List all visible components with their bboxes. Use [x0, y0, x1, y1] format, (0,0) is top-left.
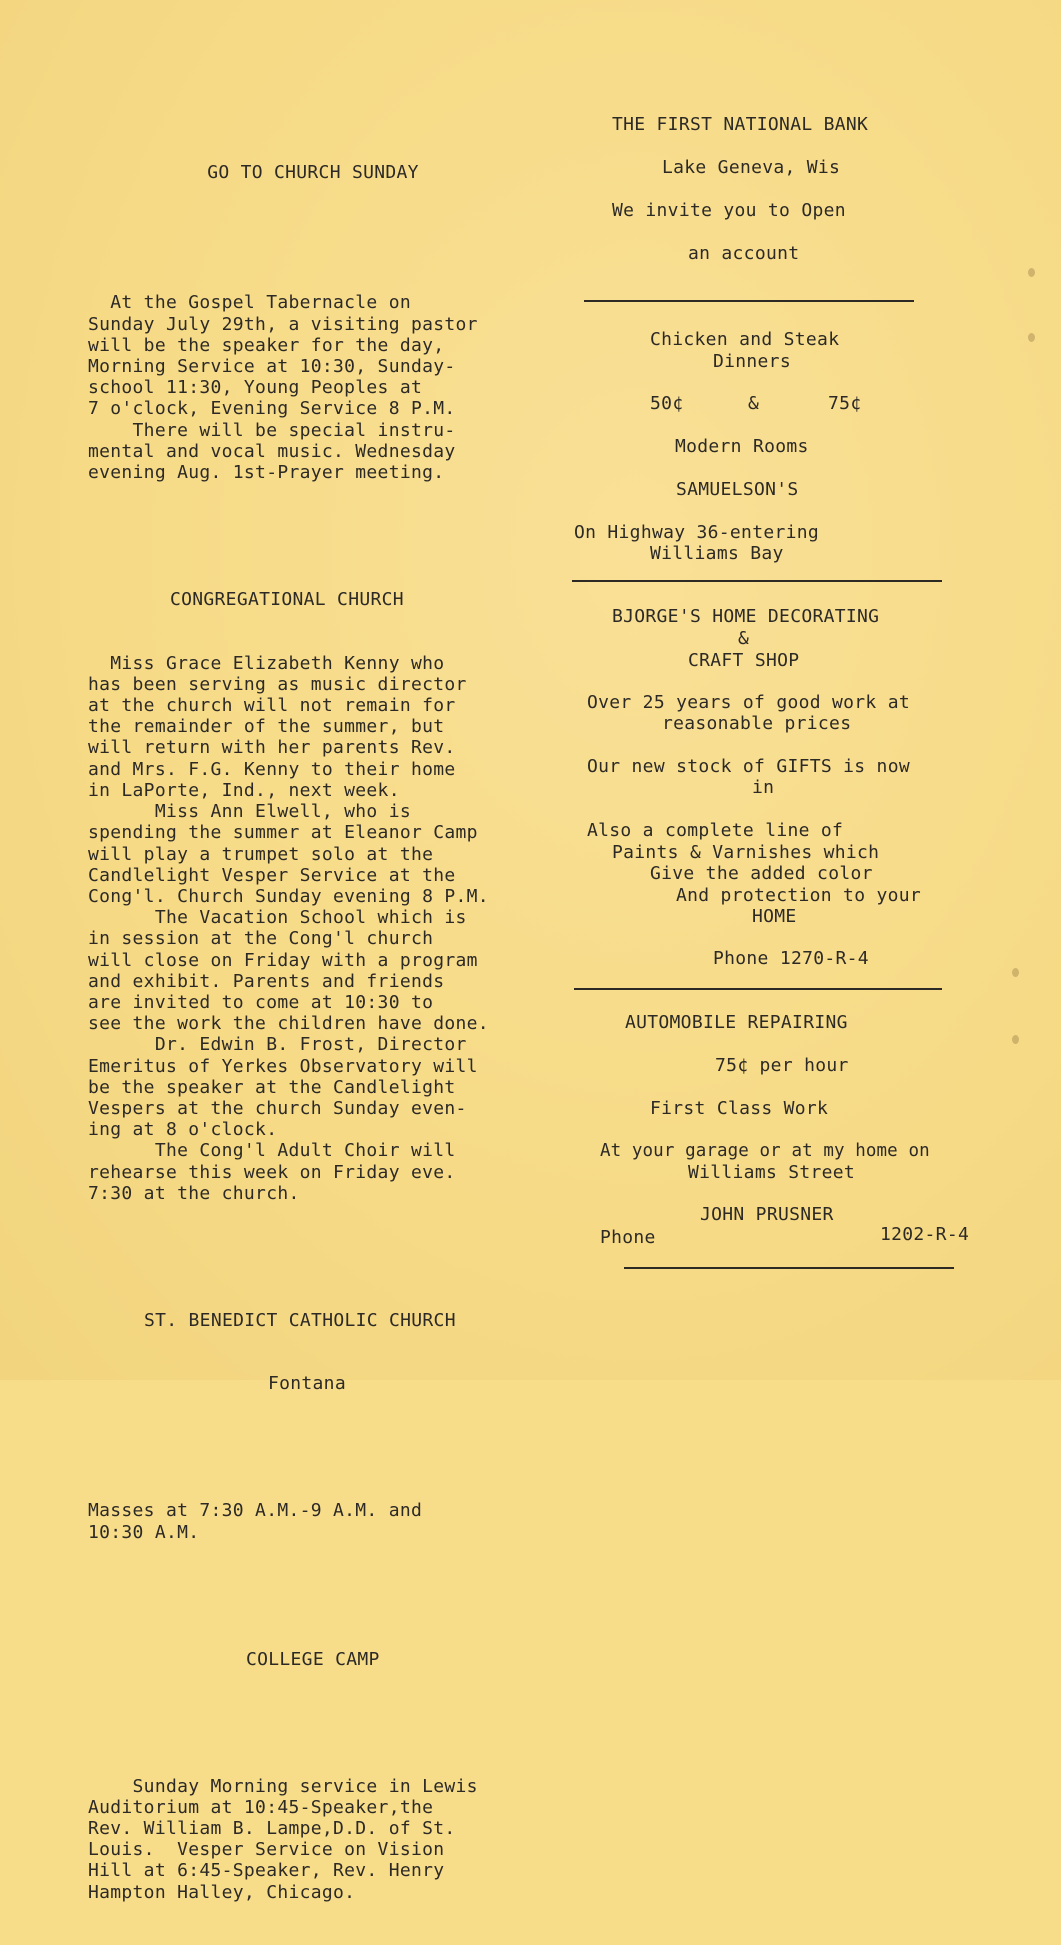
text-line: Auditorium at 10:45-Speaker,the — [88, 1796, 434, 1818]
text-line: 7:30 at the church. — [88, 1182, 300, 1204]
bjorge-text: HOME — [752, 906, 797, 927]
divider — [584, 300, 914, 302]
auto-quality: First Class Work — [650, 1098, 829, 1119]
text-line: has been serving as music director — [88, 673, 467, 695]
text-line: Louis. Vesper Service on Vision — [88, 1839, 445, 1861]
section-title: ST. BENEDICT CATHOLIC CHURCH — [144, 1309, 456, 1331]
text-line: Morning Service at 10:30, Sunday- — [88, 356, 456, 378]
bank-account-line: an account — [688, 243, 800, 264]
text-line: Masses at 7:30 A.M.-9 A.M. and — [88, 1500, 423, 1522]
text-line: in session at the Cong'l church — [88, 928, 434, 950]
divider — [572, 580, 942, 582]
bjorge-text: Paints & Varnishes which — [612, 842, 880, 863]
paper-blemish — [1028, 333, 1035, 342]
church-news-column — [88, 120, 558, 1945]
text-line: evening Aug. 1st-Prayer meeting. — [88, 462, 445, 484]
text-line: will play a trumpet solo at the — [88, 843, 434, 865]
text-line: spending the summer at Eleanor Camp — [88, 822, 478, 844]
bjorge-phone: Phone 1270-R-4 — [713, 948, 869, 969]
auto-phone-number: 1202-R-4 — [880, 1224, 970, 1245]
paper-blemish — [1012, 1035, 1019, 1044]
text-line: The Cong'l Adult Choir will — [88, 1140, 456, 1162]
text-line: The Vacation School which is — [88, 907, 467, 929]
bjorge-name-line2: CRAFT SHOP — [688, 650, 800, 671]
bank-location: Lake Geneva, Wis — [662, 157, 841, 178]
auto-title: AUTOMOBILE REPAIRING — [625, 1012, 848, 1033]
samuelson-location-2: Williams Bay — [650, 543, 784, 564]
text-line: Emeritus of Yerkes Observatory will — [88, 1055, 478, 1077]
text-line: Vespers at the church Sunday even- — [88, 1097, 467, 1119]
auto-phone-label: Phone — [600, 1227, 656, 1248]
bjorge-text: And protection to your — [676, 885, 922, 906]
st-benedict-paragraph — [88, 1500, 558, 1542]
text-line: rehearse this week on Friday eve. — [88, 1161, 456, 1183]
text-line: Sunday Morning service in Lewis — [88, 1775, 478, 1797]
text-line: and Mrs. F.G. Kenny to their home — [88, 758, 456, 780]
text-line: Miss Ann Elwell, who is — [88, 801, 411, 823]
paper-blemish — [1012, 968, 1019, 977]
text-line: will close on Friday with a program — [88, 949, 478, 971]
auto-owner: JOHN PRUSNER — [700, 1204, 834, 1225]
text-line: the remainder of the summer, but — [88, 716, 445, 738]
section-title: COLLEGE CAMP — [246, 1648, 380, 1670]
section-subtitle: Fontana — [268, 1373, 346, 1395]
bank-invite-line: We invite you to Open — [612, 200, 846, 221]
auto-rate: 75¢ per hour — [715, 1055, 849, 1076]
text-line: Sunday July 29th, a visiting pastor — [88, 313, 478, 335]
text-line: Candlelight Vesper Service at the — [88, 864, 456, 886]
gospel-tabernacle-paragraph — [88, 292, 558, 483]
text-line: Dr. Edwin B. Frost, Director — [88, 1034, 467, 1056]
divider — [574, 988, 942, 990]
text-line: will return with her parents Rev. — [88, 737, 456, 759]
auto-location-1: At your garage or at my home on — [600, 1141, 930, 1161]
bjorge-text: Our new stock of GIFTS is now — [587, 756, 910, 777]
paper-blemish — [1028, 268, 1035, 277]
text-line: school 11:30, Young Peoples at — [88, 377, 423, 399]
text-line: Hill at 6:45-Speaker, Rev. Henry — [88, 1860, 445, 1882]
congregational-paragraph — [88, 653, 558, 1204]
text-line: At the Gospel Tabernacle on — [88, 292, 411, 314]
text-line: be the speaker at the Candlelight — [88, 1076, 456, 1098]
bjorge-text: in — [752, 777, 775, 798]
text-line: Hampton Halley, Chicago. — [88, 1881, 356, 1903]
samuelson-location-1: On Highway 36-entering — [574, 522, 820, 543]
college-camp-paragraph — [88, 1776, 558, 1903]
section-title: GO TO CHURCH SUNDAY — [207, 162, 419, 184]
samuelson-dinners-line2: Dinners — [713, 351, 791, 372]
text-line: see the work the children have done. — [88, 1013, 489, 1035]
bjorge-text: reasonable prices — [662, 713, 852, 734]
samuelson-price-2: 75¢ — [828, 393, 862, 414]
bjorge-text: Give the added color — [650, 863, 873, 884]
samuelson-rooms: Modern Rooms — [675, 436, 809, 457]
bjorge-text: Also a complete line of — [587, 820, 844, 841]
text-line: Rev. William B. Lampe,D.D. of St. — [88, 1818, 456, 1840]
samuelson-price-1: 50¢ — [650, 393, 684, 414]
bjorge-amp: & — [738, 628, 750, 649]
samuelson-dinners-line1: Chicken and Steak — [650, 329, 840, 350]
auto-location-2: Williams Street — [688, 1162, 856, 1183]
bjorge-name-line1: BJORGE'S HOME DECORATING — [612, 606, 880, 627]
divider — [624, 1267, 954, 1269]
text-line: at the church will not remain for — [88, 695, 456, 717]
text-line: are invited to come at 10:30 to — [88, 991, 434, 1013]
text-line: will be the speaker for the day, — [88, 334, 445, 356]
samuelson-amp: & — [748, 393, 760, 414]
bank-name: THE FIRST NATIONAL BANK — [612, 114, 869, 135]
text-line: in LaPorte, Ind., next week. — [88, 779, 400, 801]
text-line: There will be special instru- — [88, 419, 456, 441]
section-title: CONGREGATIONAL CHURCH — [170, 589, 404, 611]
text-line: Cong'l. Church Sunday evening 8 P.M. — [88, 885, 489, 907]
text-line: 10:30 A.M. — [88, 1521, 200, 1543]
text-line: and exhibit. Parents and friends — [88, 970, 445, 992]
text-line: 7 o'clock, Evening Service 8 P.M. — [88, 398, 456, 420]
bjorge-text: Over 25 years of good work at — [587, 692, 910, 713]
text-line: ing at 8 o'clock. — [88, 1119, 278, 1141]
text-line: mental and vocal music. Wednesday — [88, 440, 456, 462]
samuelson-name: SAMUELSON'S — [676, 479, 799, 500]
text-line: Miss Grace Elizabeth Kenny who — [88, 652, 445, 674]
